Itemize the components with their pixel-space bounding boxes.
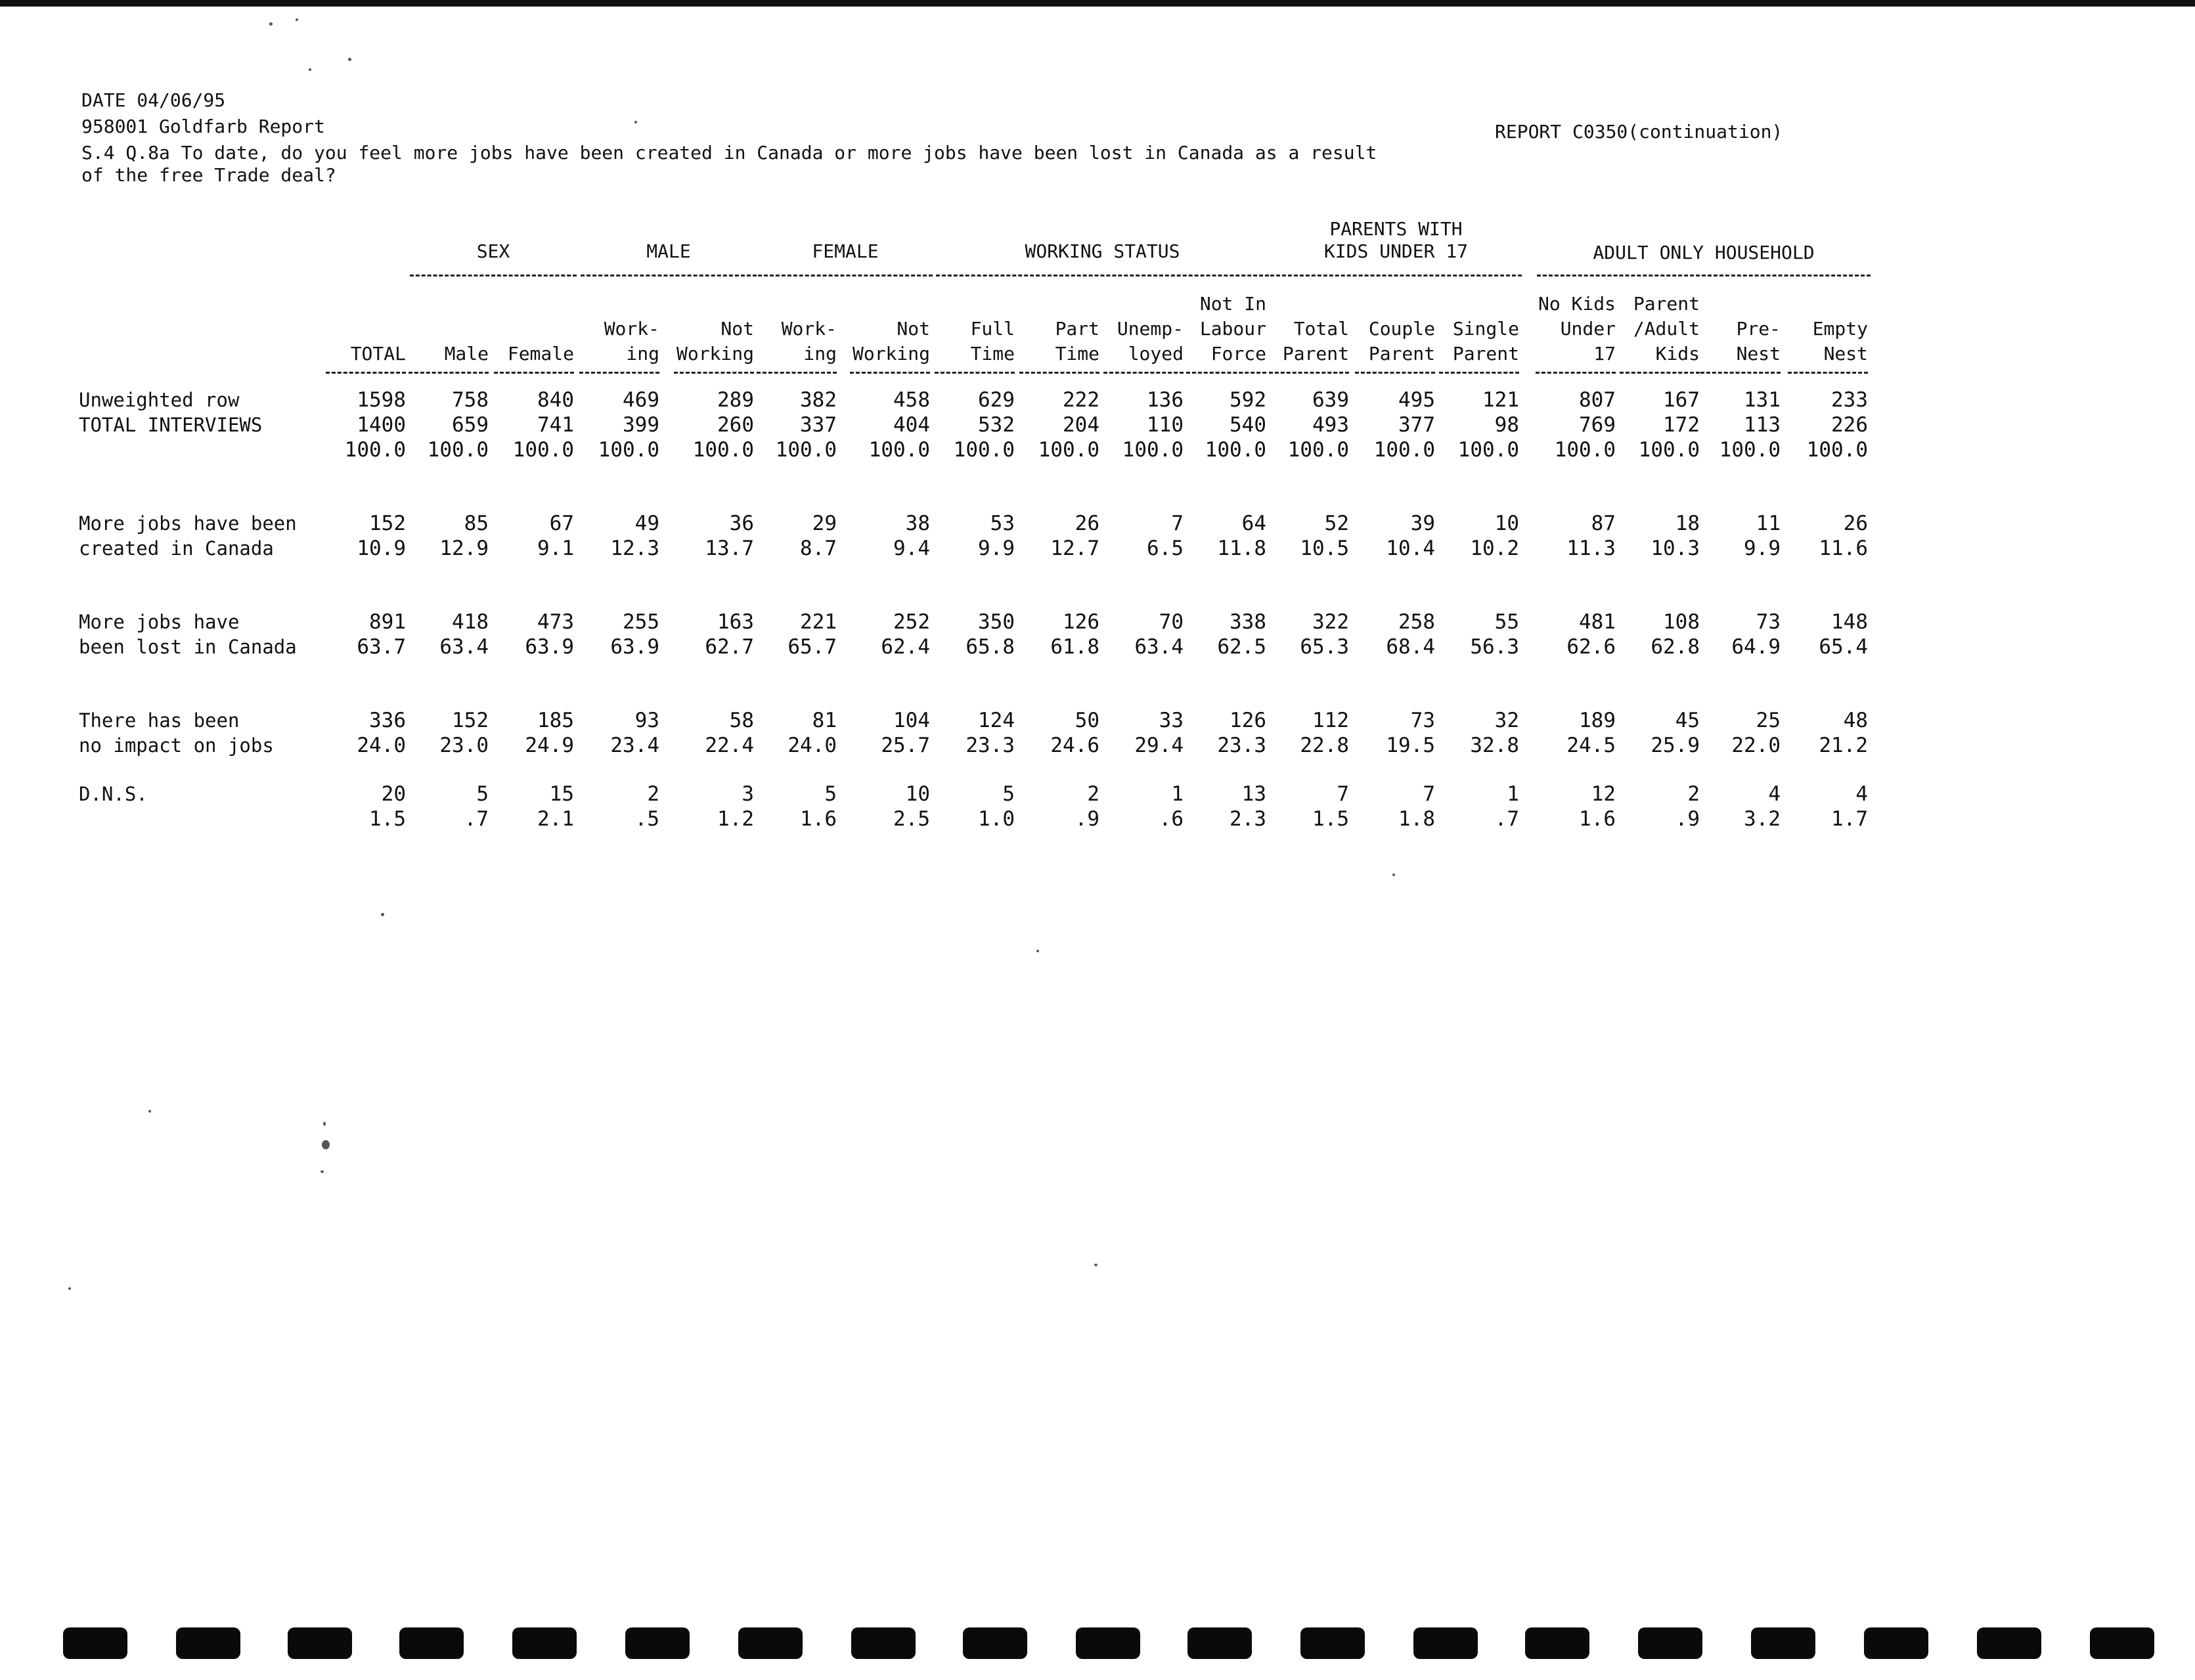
table-cell: 63.9 [610, 635, 659, 659]
group-header: ADULT ONLY HOUSEHOLD [1593, 242, 1815, 263]
group-underline [410, 275, 577, 276]
row-label: More jobs have been lost in Canada [79, 611, 297, 658]
table-cell: 100.0 [1205, 438, 1266, 462]
table-cell: 62.5 [1217, 635, 1266, 659]
table-cell: 52 [1324, 512, 1349, 535]
table-cell: 100.0 [953, 438, 1015, 462]
column-header: Single Parent [1452, 318, 1519, 365]
table-cell: 807 [1579, 388, 1616, 412]
table-cell: 93 [634, 709, 659, 732]
table-cell: 10.3 [1651, 537, 1700, 560]
scan-speck [381, 913, 384, 916]
table-cell: 112 [1312, 709, 1349, 732]
table-cell: 629 [978, 388, 1015, 412]
column-underline [409, 372, 489, 374]
table-cell: 126 [1063, 610, 1099, 634]
table-cell: 6.5 [1147, 537, 1184, 560]
table-cell: 758 [452, 388, 489, 412]
table-cell: 1.6 [1579, 807, 1616, 831]
group-underline [1270, 275, 1522, 276]
table-cell: 481 [1579, 610, 1616, 634]
table-cell: 63.7 [357, 635, 406, 659]
column-underline [1700, 372, 1781, 374]
feed-hole [1525, 1627, 1589, 1659]
table-cell: 891 [369, 610, 406, 634]
table-cell: 2 [647, 782, 659, 806]
table-cell: 350 [978, 610, 1015, 634]
column-header: Work- ing [604, 318, 659, 365]
table-cell: 1598 [357, 388, 406, 412]
table-cell: 55 [1494, 610, 1519, 634]
table-cell: 100.0 [692, 438, 754, 462]
table-cell: 38 [905, 512, 930, 535]
scan-speck [269, 22, 273, 26]
table-cell: 15 [549, 782, 574, 806]
table-cell: 11.6 [1819, 537, 1868, 560]
table-cell: 49 [634, 512, 659, 535]
table-cell: 23.0 [439, 734, 489, 757]
table-cell: 7 [1337, 782, 1349, 806]
table-cell: 4 [1768, 782, 1781, 806]
table-cell: 1 [1507, 782, 1519, 806]
table-cell: 20 [381, 782, 406, 806]
table-cell: 189 [1579, 709, 1616, 732]
table-cell: 12 [1591, 782, 1616, 806]
table-cell: 5 [824, 782, 837, 806]
table-cell: 121 [1482, 388, 1519, 412]
table-cell: 152 [452, 709, 489, 732]
table-cell: 64 [1241, 512, 1266, 535]
table-cell: 98 [1494, 413, 1519, 437]
table-cell: 81 [812, 709, 837, 732]
report-code: REPORT C0350(continuation) [1495, 121, 1783, 143]
table-cell: 26 [1075, 512, 1099, 535]
table-cell: 1.0 [978, 807, 1015, 831]
column-underline [1186, 372, 1266, 374]
table-cell: 87 [1591, 512, 1616, 535]
table-cell: 70 [1159, 610, 1184, 634]
table-cell: 495 [1398, 388, 1435, 412]
table-cell: 61.8 [1050, 635, 1099, 659]
report-name: 958001 Goldfarb Report [81, 116, 325, 137]
question-line-1: S.4 Q.8a To date, do you feel more jobs have been created in Canada or more jobs have been lost in Canada as a result [81, 142, 1377, 164]
feed-hole [63, 1627, 127, 1659]
table-cell: 10.5 [1300, 537, 1349, 560]
table-cell: 23.4 [610, 734, 659, 757]
column-underline [757, 372, 837, 374]
table-cell: 22.0 [1731, 734, 1781, 757]
table-cell: 592 [1230, 388, 1266, 412]
column-underline [1620, 372, 1700, 374]
group-header: SEX [476, 240, 510, 262]
table-cell: 65.8 [965, 635, 1015, 659]
table-cell: 289 [717, 388, 754, 412]
table-cell: 540 [1230, 413, 1266, 437]
column-header: Not Working [852, 318, 930, 365]
column-underline [1103, 372, 1184, 374]
table-cell: 13 [1241, 782, 1266, 806]
table-cell: 32.8 [1470, 734, 1519, 757]
table-cell: 62.6 [1566, 635, 1616, 659]
table-cell: 100.0 [1457, 438, 1519, 462]
scan-speck [323, 1122, 326, 1126]
table-cell: 23.3 [965, 734, 1015, 757]
column-header: Part Time [1055, 318, 1099, 365]
page-top-edge [0, 0, 2195, 7]
table-cell: 64.9 [1731, 635, 1781, 659]
table-cell: 24.0 [357, 734, 406, 757]
scan-speck [148, 1110, 151, 1113]
table-cell: 24.5 [1566, 734, 1616, 757]
scan-speck [1094, 1264, 1098, 1266]
feed-hole [1187, 1627, 1252, 1659]
feed-hole [1864, 1627, 1928, 1659]
table-cell: 68.4 [1386, 635, 1435, 659]
table-cell: 336 [369, 709, 406, 732]
report-date: DATE 04/06/95 [81, 89, 226, 111]
column-header: Total Parent [1282, 318, 1349, 365]
table-cell: 48 [1843, 709, 1868, 732]
table-cell: 73 [1756, 610, 1781, 634]
feed-hole [176, 1627, 240, 1659]
table-cell: 100.0 [1373, 438, 1435, 462]
table-cell: 404 [893, 413, 930, 437]
feed-hole [1751, 1627, 1815, 1659]
table-cell: 29 [812, 512, 837, 535]
table-cell: 1.6 [800, 807, 837, 831]
table-cell: 233 [1831, 388, 1868, 412]
table-cell: 10 [1494, 512, 1519, 535]
table-cell: 100.0 [512, 438, 574, 462]
column-header: Full Time [970, 318, 1015, 365]
table-cell: 65.4 [1819, 635, 1868, 659]
table-cell: 493 [1312, 413, 1349, 437]
table-cell: 1 [1171, 782, 1184, 806]
scan-speck [1036, 950, 1039, 952]
table-cell: 418 [452, 610, 489, 634]
group-underline [1537, 275, 1871, 276]
table-cell: 100.0 [1638, 438, 1700, 462]
table-cell: 24.0 [787, 734, 837, 757]
column-underline [1536, 372, 1616, 374]
table-cell: 12.7 [1050, 537, 1099, 560]
table-cell: 25.7 [881, 734, 930, 757]
table-cell: 25.9 [1651, 734, 1700, 757]
table-cell: 10.2 [1470, 537, 1519, 560]
table-cell: 11.8 [1217, 537, 1266, 560]
scan-speck [68, 1287, 71, 1290]
feed-hole [399, 1627, 464, 1659]
column-header: Couple Parent [1368, 318, 1435, 365]
table-cell: 21.2 [1819, 734, 1868, 757]
table-cell: 458 [893, 388, 930, 412]
table-cell: 24.6 [1050, 734, 1099, 757]
table-cell: .9 [1675, 807, 1700, 831]
table-cell: 2 [1087, 782, 1099, 806]
table-cell: 11 [1756, 512, 1781, 535]
table-cell: 100.0 [1287, 438, 1349, 462]
table-cell: 12.3 [610, 537, 659, 560]
table-cell: 63.4 [1134, 635, 1184, 659]
table-cell: 126 [1230, 709, 1266, 732]
feed-hole [851, 1627, 916, 1659]
feed-hole [512, 1627, 577, 1659]
table-cell: 131 [1744, 388, 1781, 412]
feed-hole [1300, 1627, 1365, 1659]
table-cell: .5 [634, 807, 659, 831]
table-cell: 18 [1675, 512, 1700, 535]
table-cell: 8.7 [800, 537, 837, 560]
table-cell: 322 [1312, 610, 1349, 634]
column-underline [850, 372, 930, 374]
table-cell: 1.5 [1312, 807, 1349, 831]
scan-speck [321, 1170, 324, 1173]
table-cell: 2.1 [537, 807, 574, 831]
table-cell: 100.0 [775, 438, 837, 462]
table-cell: 108 [1663, 610, 1700, 634]
table-cell: 110 [1147, 413, 1184, 437]
column-header: Not Working [676, 318, 754, 365]
scan-speck [296, 18, 298, 21]
table-cell: 53 [990, 512, 1015, 535]
table-cell: 63.9 [525, 635, 574, 659]
table-cell: 10.9 [357, 537, 406, 560]
column-header: Parent /Adult Kids [1633, 293, 1700, 365]
table-cell: 382 [800, 388, 837, 412]
feed-hole [1413, 1627, 1478, 1659]
table-cell: 148 [1831, 610, 1868, 634]
group-underline [581, 275, 757, 276]
table-cell: 104 [893, 709, 930, 732]
scan-speck [634, 121, 637, 123]
table-cell: 62.8 [1651, 635, 1700, 659]
feed-hole [738, 1627, 803, 1659]
table-cell: 338 [1230, 610, 1266, 634]
feed-hole [288, 1627, 352, 1659]
column-underline [1355, 372, 1435, 374]
table-cell: 2.5 [893, 807, 930, 831]
scan-speck [309, 68, 311, 71]
table-cell: 9.4 [893, 537, 930, 560]
table-cell: 5 [476, 782, 489, 806]
feed-hole [1076, 1627, 1140, 1659]
table-cell: 32 [1494, 709, 1519, 732]
column-header: Empty Nest [1812, 318, 1868, 365]
table-cell: 639 [1312, 388, 1349, 412]
feed-hole [963, 1627, 1027, 1659]
table-cell: 2.3 [1230, 807, 1266, 831]
table-cell: 2 [1687, 782, 1700, 806]
row-label: D.N.S. [79, 783, 148, 805]
table-cell: 5 [1002, 782, 1015, 806]
table-cell: 840 [537, 388, 574, 412]
column-underline [1439, 372, 1519, 374]
column-underline [1269, 372, 1349, 374]
table-cell: 399 [623, 413, 659, 437]
table-cell: 113 [1744, 413, 1781, 437]
table-cell: 226 [1831, 413, 1868, 437]
table-cell: 12.9 [439, 537, 489, 560]
group-header: PARENTS WITH KIDS UNDER 17 [1323, 218, 1469, 262]
table-cell: 100.0 [1806, 438, 1868, 462]
table-cell: 659 [452, 413, 489, 437]
table-cell: 45 [1675, 709, 1700, 732]
table-cell: 1.2 [717, 807, 754, 831]
table-cell: 33 [1159, 709, 1184, 732]
table-cell: .6 [1159, 807, 1184, 831]
column-underline [674, 372, 754, 374]
table-cell: 100.0 [1122, 438, 1184, 462]
table-cell: 9.9 [978, 537, 1015, 560]
table-cell: 22.8 [1300, 734, 1349, 757]
column-underline [579, 372, 659, 374]
column-underline [935, 372, 1015, 374]
table-cell: 204 [1063, 413, 1099, 437]
table-cell: 100.0 [598, 438, 659, 462]
table-cell: 136 [1147, 388, 1184, 412]
table-cell: .7 [1494, 807, 1519, 831]
table-cell: 100.0 [1038, 438, 1099, 462]
scan-speck [322, 1140, 330, 1149]
table-cell: 252 [893, 610, 930, 634]
row-label: Unweighted row TOTAL INTERVIEWS [79, 389, 263, 436]
table-cell: 73 [1410, 709, 1435, 732]
group-underline [758, 275, 933, 276]
table-cell: 29.4 [1134, 734, 1184, 757]
feed-hole [625, 1627, 690, 1659]
table-cell: 167 [1663, 388, 1700, 412]
column-header: Unemp- loyed [1117, 318, 1184, 365]
scan-speck [1392, 873, 1395, 876]
column-underline [494, 372, 574, 374]
table-cell: 100.0 [868, 438, 930, 462]
table-cell: 469 [623, 388, 659, 412]
feed-hole [1977, 1627, 2041, 1659]
table-cell: 100.0 [1554, 438, 1616, 462]
table-cell: 222 [1063, 388, 1099, 412]
table-cell: 4 [1855, 782, 1868, 806]
table-cell: .7 [464, 807, 489, 831]
table-cell: 10.4 [1386, 537, 1435, 560]
table-cell: 25 [1756, 709, 1781, 732]
column-header: No Kids Under 17 [1538, 293, 1616, 365]
table-cell: 9.1 [537, 537, 574, 560]
table-cell: 260 [717, 413, 754, 437]
table-cell: 26 [1843, 512, 1868, 535]
table-cell: 1.8 [1398, 807, 1435, 831]
table-cell: 532 [978, 413, 1015, 437]
table-cell: 56.3 [1470, 635, 1519, 659]
column-header: Pre- Nest [1736, 318, 1781, 365]
table-cell: 1.5 [369, 807, 406, 831]
table-cell: 1400 [357, 413, 406, 437]
table-cell: 124 [978, 709, 1015, 732]
table-cell: 67 [549, 512, 574, 535]
table-cell: 221 [800, 610, 837, 634]
table-cell: 24.9 [525, 734, 574, 757]
scan-speck [348, 58, 351, 61]
table-cell: 185 [537, 709, 574, 732]
table-cell: 473 [537, 610, 574, 634]
column-header: Work- ing [781, 318, 837, 365]
table-cell: 58 [729, 709, 754, 732]
question-line-2: of the free Trade deal? [81, 164, 336, 186]
table-cell: 741 [537, 413, 574, 437]
table-cell: 23.3 [1217, 734, 1266, 757]
table-cell: 10 [905, 782, 930, 806]
table-cell: 255 [623, 610, 659, 634]
table-cell: 7 [1423, 782, 1435, 806]
column-header: Male [444, 343, 489, 365]
table-cell: .9 [1075, 807, 1099, 831]
table-cell: 100.0 [344, 438, 406, 462]
row-label: There has been no impact on jobs [79, 709, 274, 757]
table-cell: 152 [369, 512, 406, 535]
table-cell: 65.3 [1300, 635, 1349, 659]
column-underline [1019, 372, 1099, 374]
table-cell: 172 [1663, 413, 1700, 437]
row-label: More jobs have been created in Canada [79, 512, 297, 560]
table-cell: 3.2 [1744, 807, 1781, 831]
table-cell: 100.0 [427, 438, 489, 462]
column-header: Female [507, 343, 574, 365]
table-cell: 11.3 [1566, 537, 1616, 560]
table-cell: 769 [1579, 413, 1616, 437]
column-underline [326, 372, 406, 374]
table-cell: 65.7 [787, 635, 837, 659]
table-cell: 85 [464, 512, 489, 535]
group-header: MALE [646, 240, 691, 262]
table-cell: 377 [1398, 413, 1435, 437]
table-cell: 19.5 [1386, 734, 1435, 757]
table-cell: 50 [1075, 709, 1099, 732]
table-cell: 100.0 [1719, 438, 1781, 462]
table-cell: 163 [717, 610, 754, 634]
table-cell: 36 [729, 512, 754, 535]
group-header: WORKING STATUS [1025, 240, 1180, 262]
table-cell: 13.7 [705, 537, 754, 560]
group-underline [936, 275, 1269, 276]
feed-hole [2090, 1627, 2154, 1659]
table-cell: 1.7 [1831, 807, 1868, 831]
table-cell: 3 [742, 782, 754, 806]
table-cell: 7 [1171, 512, 1184, 535]
table-cell: 62.7 [705, 635, 754, 659]
column-header: TOTAL [350, 343, 406, 365]
table-cell: 22.4 [705, 734, 754, 757]
table-cell: 62.4 [881, 635, 930, 659]
column-header: Not In Labour Force [1199, 293, 1266, 365]
table-cell: 63.4 [439, 635, 489, 659]
table-cell: 258 [1398, 610, 1435, 634]
table-cell: 9.9 [1744, 537, 1781, 560]
table-cell: 39 [1410, 512, 1435, 535]
group-header: FEMALE [812, 240, 879, 262]
table-cell: 337 [800, 413, 837, 437]
column-underline [1788, 372, 1868, 374]
feed-hole [1638, 1627, 1702, 1659]
